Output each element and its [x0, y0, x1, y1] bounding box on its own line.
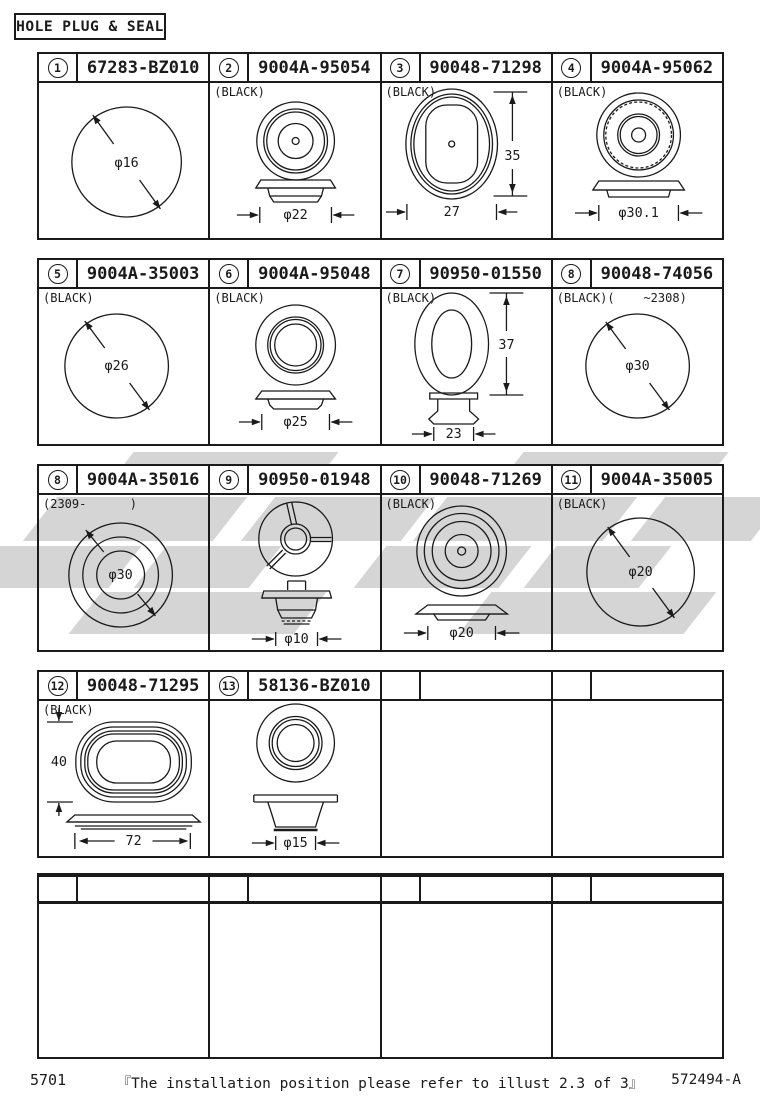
part-number: 90950-01948	[258, 469, 371, 490]
item-number-cell	[382, 54, 421, 81]
header-cell	[382, 54, 553, 81]
drawing-cell-empty	[553, 904, 722, 1057]
drawing-cell	[39, 701, 210, 856]
header-cell	[382, 260, 553, 287]
part-number: 90950-01550	[429, 263, 542, 284]
color-note: (BLACK)	[385, 497, 437, 511]
item-number-cell	[553, 672, 592, 699]
dimension-label: 37	[497, 336, 515, 354]
dimension-label: φ30	[108, 566, 133, 584]
item-number: 5	[48, 264, 68, 284]
part-number: 90048-71269	[429, 469, 542, 490]
dimension-label: 23	[445, 425, 462, 443]
part-number	[421, 672, 551, 699]
header-row	[39, 260, 722, 289]
item-number-cell	[39, 260, 78, 287]
footer-page-code: 5701	[30, 1071, 67, 1089]
dimension-label: 72	[125, 832, 142, 850]
drawing-cell	[553, 289, 722, 444]
drawing-cell-empty	[382, 904, 553, 1057]
drawing-cell	[39, 495, 210, 650]
drawing-cell-empty	[39, 904, 210, 1057]
parts-table-row-3	[37, 464, 724, 652]
item-number: 9	[219, 470, 239, 490]
header-cell	[39, 672, 210, 699]
header-cell	[39, 466, 210, 493]
drawing-cell	[210, 83, 381, 238]
part-number: 90048-71298	[429, 57, 542, 78]
color-note: (BLACK)	[385, 85, 437, 99]
part-number: 9004A-95062	[600, 57, 714, 78]
header-cell	[210, 466, 381, 493]
item-number-cell	[553, 54, 592, 81]
part-number: 90048-74056	[600, 263, 714, 284]
parts-table-row-4	[37, 670, 724, 858]
part-drawing-spoked-plug	[210, 495, 379, 650]
empty-reference-table	[37, 873, 724, 1059]
drawing-row	[39, 495, 722, 650]
part-drawing-plug-face	[39, 289, 208, 444]
item-number-cell	[39, 672, 78, 699]
header-cell	[382, 466, 553, 493]
date-note: (2309- )	[43, 497, 137, 511]
part-drawing-plug-face	[39, 83, 208, 238]
color-note: (BLACK)	[556, 85, 608, 99]
drawing-row	[39, 289, 722, 444]
parts-table-row-2	[37, 258, 724, 446]
item-number: 2	[219, 58, 239, 78]
header-row	[39, 466, 722, 495]
part-number-cell	[421, 877, 551, 901]
drawing-cell	[39, 289, 210, 444]
item-number-cell	[382, 877, 421, 901]
item-number-cell	[39, 466, 78, 493]
header-row	[39, 877, 722, 904]
color-note: (BLACK)	[43, 291, 94, 305]
header-cell	[553, 260, 722, 287]
item-number-cell	[39, 54, 78, 81]
item-number: 11	[561, 470, 581, 490]
header-cell	[39, 260, 210, 287]
dimension-label: φ25	[283, 413, 309, 431]
drawing-cell	[553, 83, 722, 238]
header-row	[39, 54, 722, 83]
item-number-cell	[210, 54, 249, 81]
header-cell	[39, 877, 210, 901]
header-cell	[553, 466, 722, 493]
part-number: 9004A-95054	[258, 57, 371, 78]
part-number	[592, 672, 722, 699]
item-number-cell	[382, 672, 421, 699]
drawing-cell-empty	[382, 701, 553, 856]
part-number: 9004A-95048	[258, 263, 371, 284]
dimension-label: φ26	[104, 357, 129, 375]
color-note: (BLACK)	[43, 703, 94, 717]
part-number-cell	[249, 877, 379, 901]
item-number: 3	[390, 58, 410, 78]
item-number: 4	[561, 58, 581, 78]
part-number: 9004A-35016	[86, 469, 200, 490]
part-drawing-cup-plug	[210, 701, 379, 856]
dimension-label: 27	[443, 203, 460, 221]
color-note: (BLACK)	[214, 85, 265, 99]
color-note: (BLACK)	[556, 497, 608, 511]
page-title: HOLE PLUG & SEAL	[14, 13, 166, 40]
item-number-cell	[210, 466, 249, 493]
part-drawing-plug	[210, 83, 379, 238]
drawing-row	[39, 701, 722, 856]
header-cell	[553, 54, 722, 81]
item-number: 6	[219, 264, 239, 284]
item-number: 12	[48, 676, 68, 696]
part-number: 90048-71295	[86, 675, 200, 696]
part-drawing-oval-plug	[382, 83, 551, 238]
color-note: (BLACK)	[385, 291, 437, 305]
header-cell	[210, 54, 381, 81]
item-number-cell	[210, 877, 249, 901]
item-number-cell	[553, 466, 592, 493]
dimension-label: φ20	[628, 563, 653, 581]
part-drawing-plug-face	[553, 289, 722, 444]
header-cell	[210, 260, 381, 287]
item-number-cell	[382, 260, 421, 287]
item-number: 7	[390, 264, 410, 284]
drawing-cell	[210, 289, 381, 444]
dimension-label: φ30.1	[618, 204, 659, 222]
item-number-cell	[553, 260, 592, 287]
item-number: 10	[390, 470, 410, 490]
drawing-cell	[382, 83, 553, 238]
part-number: 9004A-35003	[86, 263, 200, 284]
part-number-cell	[78, 877, 208, 901]
item-number-cell	[382, 466, 421, 493]
drawing-cell	[210, 701, 381, 856]
item-number: 1	[48, 58, 68, 78]
drawing-cell	[553, 495, 722, 650]
part-drawing-oval-plug	[39, 701, 208, 856]
item-number: 8	[561, 264, 581, 284]
header-cell	[210, 877, 381, 901]
drawing-row	[39, 904, 722, 1057]
header-row	[39, 672, 722, 701]
header-cell	[553, 877, 722, 901]
drawing-row	[39, 83, 722, 238]
footer-drawing-code: 572494-A	[671, 1072, 741, 1088]
dimension-label: φ10	[284, 630, 310, 648]
item-number-cell	[39, 877, 78, 901]
color-note: (BLACK)	[214, 291, 265, 305]
part-number: 67283-BZ010	[86, 57, 200, 78]
footer-note: 『The installation position please refer to illust 2.3 of 3』	[116, 1076, 644, 1092]
item-number: 8	[48, 470, 68, 490]
drawing-cell-empty	[210, 904, 381, 1057]
part-number: 9004A-35005	[600, 469, 714, 490]
part-drawing-plug	[382, 495, 551, 650]
part-number-cell	[592, 877, 722, 901]
color-note: (BLACK)( ~2308)	[556, 291, 687, 305]
dimension-label: φ30	[625, 357, 650, 375]
part-number: 58136-BZ010	[258, 675, 371, 696]
drawing-cell	[210, 495, 381, 650]
dimension-label: φ16	[114, 154, 139, 172]
part-drawing-plug-face	[39, 495, 208, 650]
dimension-label: φ22	[283, 206, 309, 224]
header-cell	[210, 672, 381, 699]
drawing-cell	[382, 289, 553, 444]
dimension-label: 35	[503, 147, 521, 165]
drawing-cell	[382, 495, 553, 650]
item-number-cell	[210, 672, 249, 699]
dimension-label: φ15	[283, 834, 309, 852]
item-number-cell	[553, 877, 592, 901]
part-drawing-plug	[553, 83, 722, 238]
header-cell	[553, 672, 722, 699]
drawing-cell	[39, 83, 210, 238]
header-cell	[382, 672, 553, 699]
drawing-cell-empty	[553, 701, 722, 856]
part-drawing-plug	[210, 289, 379, 444]
item-number-cell	[210, 260, 249, 287]
header-cell	[382, 877, 553, 901]
dimension-label: φ20	[449, 624, 474, 642]
part-drawing-grommet	[382, 289, 551, 444]
item-number: 13	[219, 676, 239, 696]
part-drawing-plug-face	[553, 495, 722, 650]
parts-table-row-1	[37, 52, 724, 240]
header-cell	[39, 54, 210, 81]
dimension-label: 40	[50, 753, 68, 771]
